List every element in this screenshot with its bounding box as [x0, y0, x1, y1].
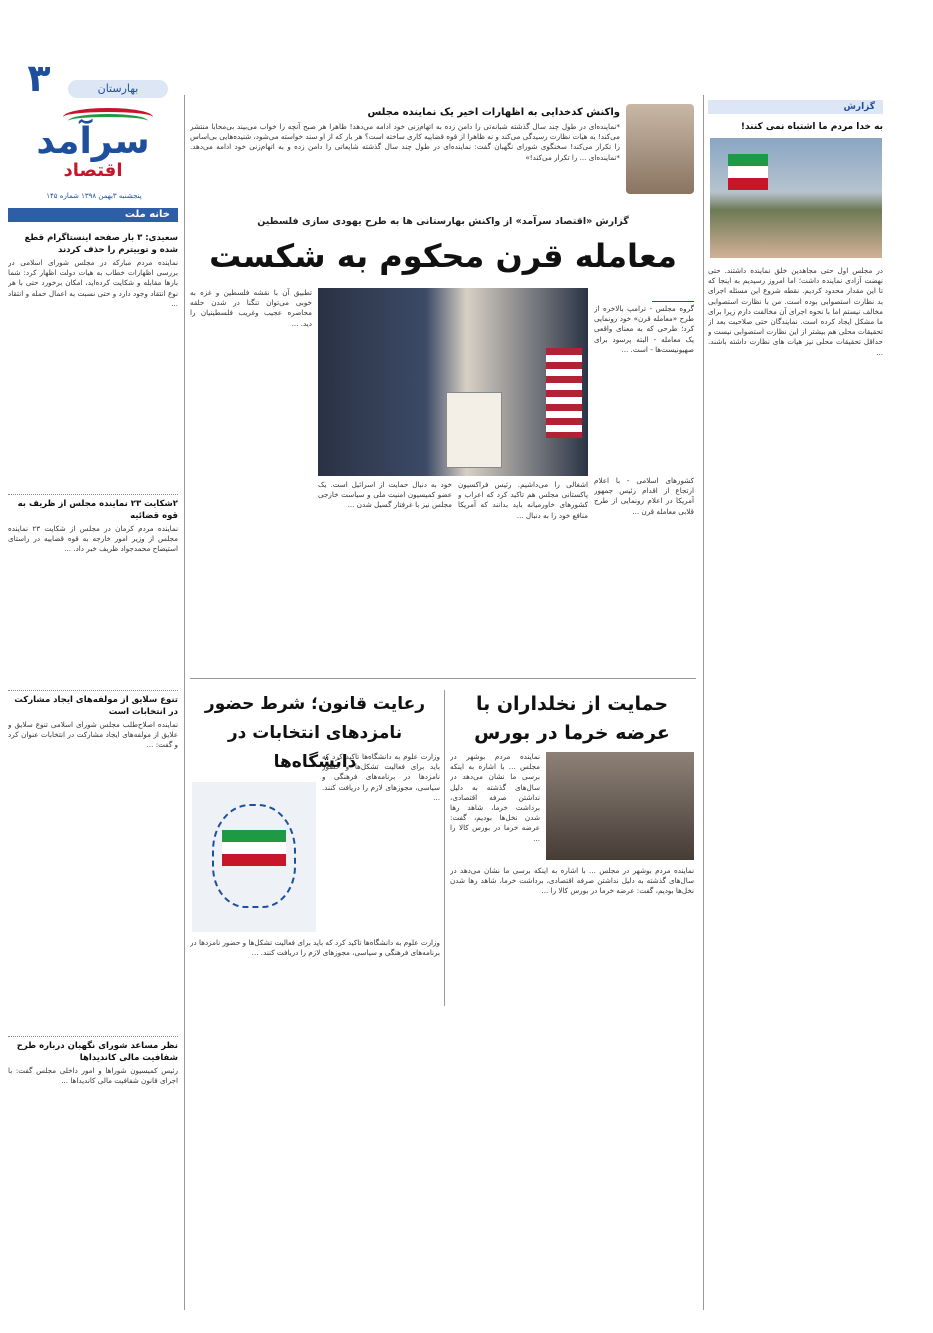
vakonesh-box — [190, 100, 696, 210]
main-kicker: گزارش «اقتصاد سرآمد» از واکنش بهارستانی ها به طرح یهودی سازی فلسطین — [257, 216, 629, 227]
news-body: نماینده مردم مبارکه در مجلس شورای اسلامی در بررسی اظهارات خطاب به هیات دولت اظهار کرد: شما بارها مقابله و شکایت کرده‌اید، امکان برخورد حتی با هر نوع انتقاد وجود دارد و حتی نسبت به اعمال حمله و انتقاد ... — [8, 258, 178, 308]
news-body: رئیس کمیسیون شوراها و امور داخلی مجلس گفت: با اجرای قانون شفافیت مالی کاندیداها ... — [8, 1066, 178, 1086]
main-col-c: خود به دنبال حمایت از اسرائیل است. یک عضو کمیسیون امنیت ملی و سیاست خارجی مجلس نیز با غرفتار گسیل شدن ... — [318, 480, 452, 510]
divider — [8, 690, 178, 691]
khane-mellat-column — [8, 226, 178, 1306]
daneshgah-headline: رعایت قانون؛ شرط حضور نامزدهای انتخابات در دانشگاه‌ها — [204, 694, 426, 772]
vakonesh-title: واکنش کدخدایی به اظهارات اخیر یک نماینده مجلس — [367, 107, 620, 118]
section-rule — [190, 678, 696, 679]
masthead — [8, 50, 178, 180]
fingerprint-map-illustration — [192, 782, 316, 932]
daneshgah-body: وزارت علوم به دانشگاه‌ها تاکید کرد که باید برای فعالیت تشکل‌ها و حضور نامزدها در برنامه‌های فرهنگی و سیاسی، مجوزهای لازم را دریافت کنند. ... — [322, 752, 440, 802]
voting-photo — [710, 138, 882, 258]
column-rule — [703, 95, 704, 1310]
news-title: تنوع سلایق از مولفه‌های ایجاد مشارکت در انتخابات است — [14, 695, 178, 717]
main-col-b: تطبیق آن با نقشه فلسطین و غزه به خوبی می‌توان تنگنا در شدن حلقه محاصره عجیب وغریب فلسطینیان را دید. ... — [190, 288, 312, 328]
gozaresh-title: به خدا مردم ما اشتباه نمی کنند! — [740, 122, 883, 132]
news-title: ۲شکایت ۲۳ نماینده مجلس از ظریف به قوه قضائیه — [17, 499, 178, 521]
khorma-body-continued: نماینده مردم بوشهر در مجلس ... با اشاره به اینکه برسی ما نشان می‌دهد در سال‌های گذشته به دلیل نداشتن صرفه اقتصادی، برداشت خرما، شاهد رها شدن نخل‌ها بودیم، گفت: عرضه خرما در بورس کالا را ... — [450, 866, 694, 896]
signed-document — [446, 392, 502, 468]
main-logo-badge — [652, 290, 694, 302]
vakonesh-body: *نماینده‌ای در طول چند سال گذشته شبانه‌تی را دامن زده به اتهام‌زنی خود ادامه می‌دهد! ظاهرا هر صبح آنچه را خواب می‌بیند بی‌محابا منتشر می‌کند! به هیات نظارت رسیدگی می‌کند و نه ظاهرا از قوه قضاییه کاری ساخته است؟ هر بار که از او سند خواسته می‌شود، شنیده‌هایی بی‌اساس را تکرار می‌کند! سخنگوی شورای نگهبان گفت: نماینده‌ای در طول چند سال گذشته شایعاتی را دامن زده و به اتهام‌زنی خود ادامه می‌دهد. *نماینده‌ای ... را تکرار می‌کند!» — [190, 122, 620, 162]
issue-date: پنجشنبه ۳بهمن ۱۳۹۸ شماره ۱۴۵ — [46, 192, 142, 200]
us-flag — [546, 348, 582, 438]
khorma-headline: حمایت از نخلداران با عرضه خرما در بورس — [474, 693, 670, 744]
column-rule — [444, 690, 445, 1006]
logo-top: سرآمد — [36, 121, 150, 162]
news-title: سعیدی: ۳ بار صفحه اینستاگرام قطع شده و توییترم را حذف کردند — [24, 233, 178, 255]
main-lead: گروه مجلس - ترامپ بالاخره از طرح «معامله قرن» خود رونمایی کرد؛ طرحی که به معنای واقعی یک معامله - البته پرسود برای صهیونیست‌ها - است. ... — [594, 304, 694, 354]
logo-swoosh-green — [68, 114, 148, 128]
trump-netanyahu-photo — [318, 288, 588, 476]
divider — [8, 1036, 178, 1037]
khane-mellat-tag: خانه ملت — [8, 208, 178, 222]
mp-photo — [546, 752, 694, 860]
news-body: نماینده مردم کرمان در مجلس از شکایت ۲۳ نماینده مجلس از وزیر امور خارجه به قوه قضاییه در راستای استیضاح محمدجواد ظریف خبر داد. ... — [8, 524, 178, 554]
khorma-body: نماینده مردم بوشهر در مجلس ... با اشاره به اینکه برسی ما نشان می‌دهد در سال‌های گذشته به دلیل نداشتن صرفه اقتصادی، برداشت خرما، شاهد رها شدن نخل‌ها بودیم، گفت: عرضه خرما در بورس کالا را ... — [450, 752, 540, 843]
kadkhodaei-photo — [626, 104, 694, 194]
gozaresh-body: در مجلس اول حتی مجاهدین خلق نماینده داشتند. حتی نهضت آزادی نماینده داشت؛ اما امروز رسیدیم به اینجا که تا این مقدار محدود کردیم. نقطه شروع این مسئله اجرای بد نظارت استصوابی بوده است. من با نظارت استصوابی مخالف نیستم اما با نحوه اجرای آن مخالفت دارم زیرا برای ما مشکل ایجاد کرده است. نمایندگان حتی صلاحیت بعد از تحقیقات محلی هم بیشتر از این نظارت استصوابی نیست و حداقل تحقیقات محلی نیز هیات های نظارت داشته باشند. ... — [708, 266, 883, 357]
iran-flag — [728, 154, 768, 190]
news-body: نماینده اصلاح‌طلب مجلس شورای اسلامی تنوع سلایق و علایق از مولفه‌های ایجاد مشارکت در انتخابات عنوان کرد و گفت: ... — [8, 720, 178, 750]
main-col-e: کشورهای اسلامی - با اعلام ارتجاع از اقدام رئیس جمهور آمریکا در اعلام رونمایی از طرح قلابی معامله قرن ... — [594, 476, 694, 516]
divider — [8, 494, 178, 495]
main-col-d: اشغالی را می‌داشیم. رئیس فراکسیون پاکستانی مجلس هم تاکید کرد که اعراب و کشورهای خاورمیانه باید بدانند که آمریکا منافع خود را به دنبال ... — [458, 480, 588, 520]
gozaresh-tag: گزارش — [708, 100, 883, 114]
section-label: بهارستان — [68, 80, 168, 98]
daneshgah-body-continued: وزارت علوم به دانشگاه‌ها تاکید کرد که باید برای فعالیت تشکل‌ها و حضور نامزدها در برنامه‌های فرهنگی و سیاسی، مجوزهای لازم را دریافت کنند. ... — [190, 938, 440, 958]
main-headline: معامله قرن محکوم به شکست — [209, 237, 677, 275]
logo-bottom: اقتصاد — [63, 160, 123, 181]
news-title: نظر مساعد شورای نگهبان درباره طرح شفافیت مالی کاندیداها — [16, 1041, 178, 1063]
fingerprint-shape — [212, 804, 296, 908]
page-number: ۳ — [27, 56, 51, 100]
column-rule — [184, 95, 185, 1310]
